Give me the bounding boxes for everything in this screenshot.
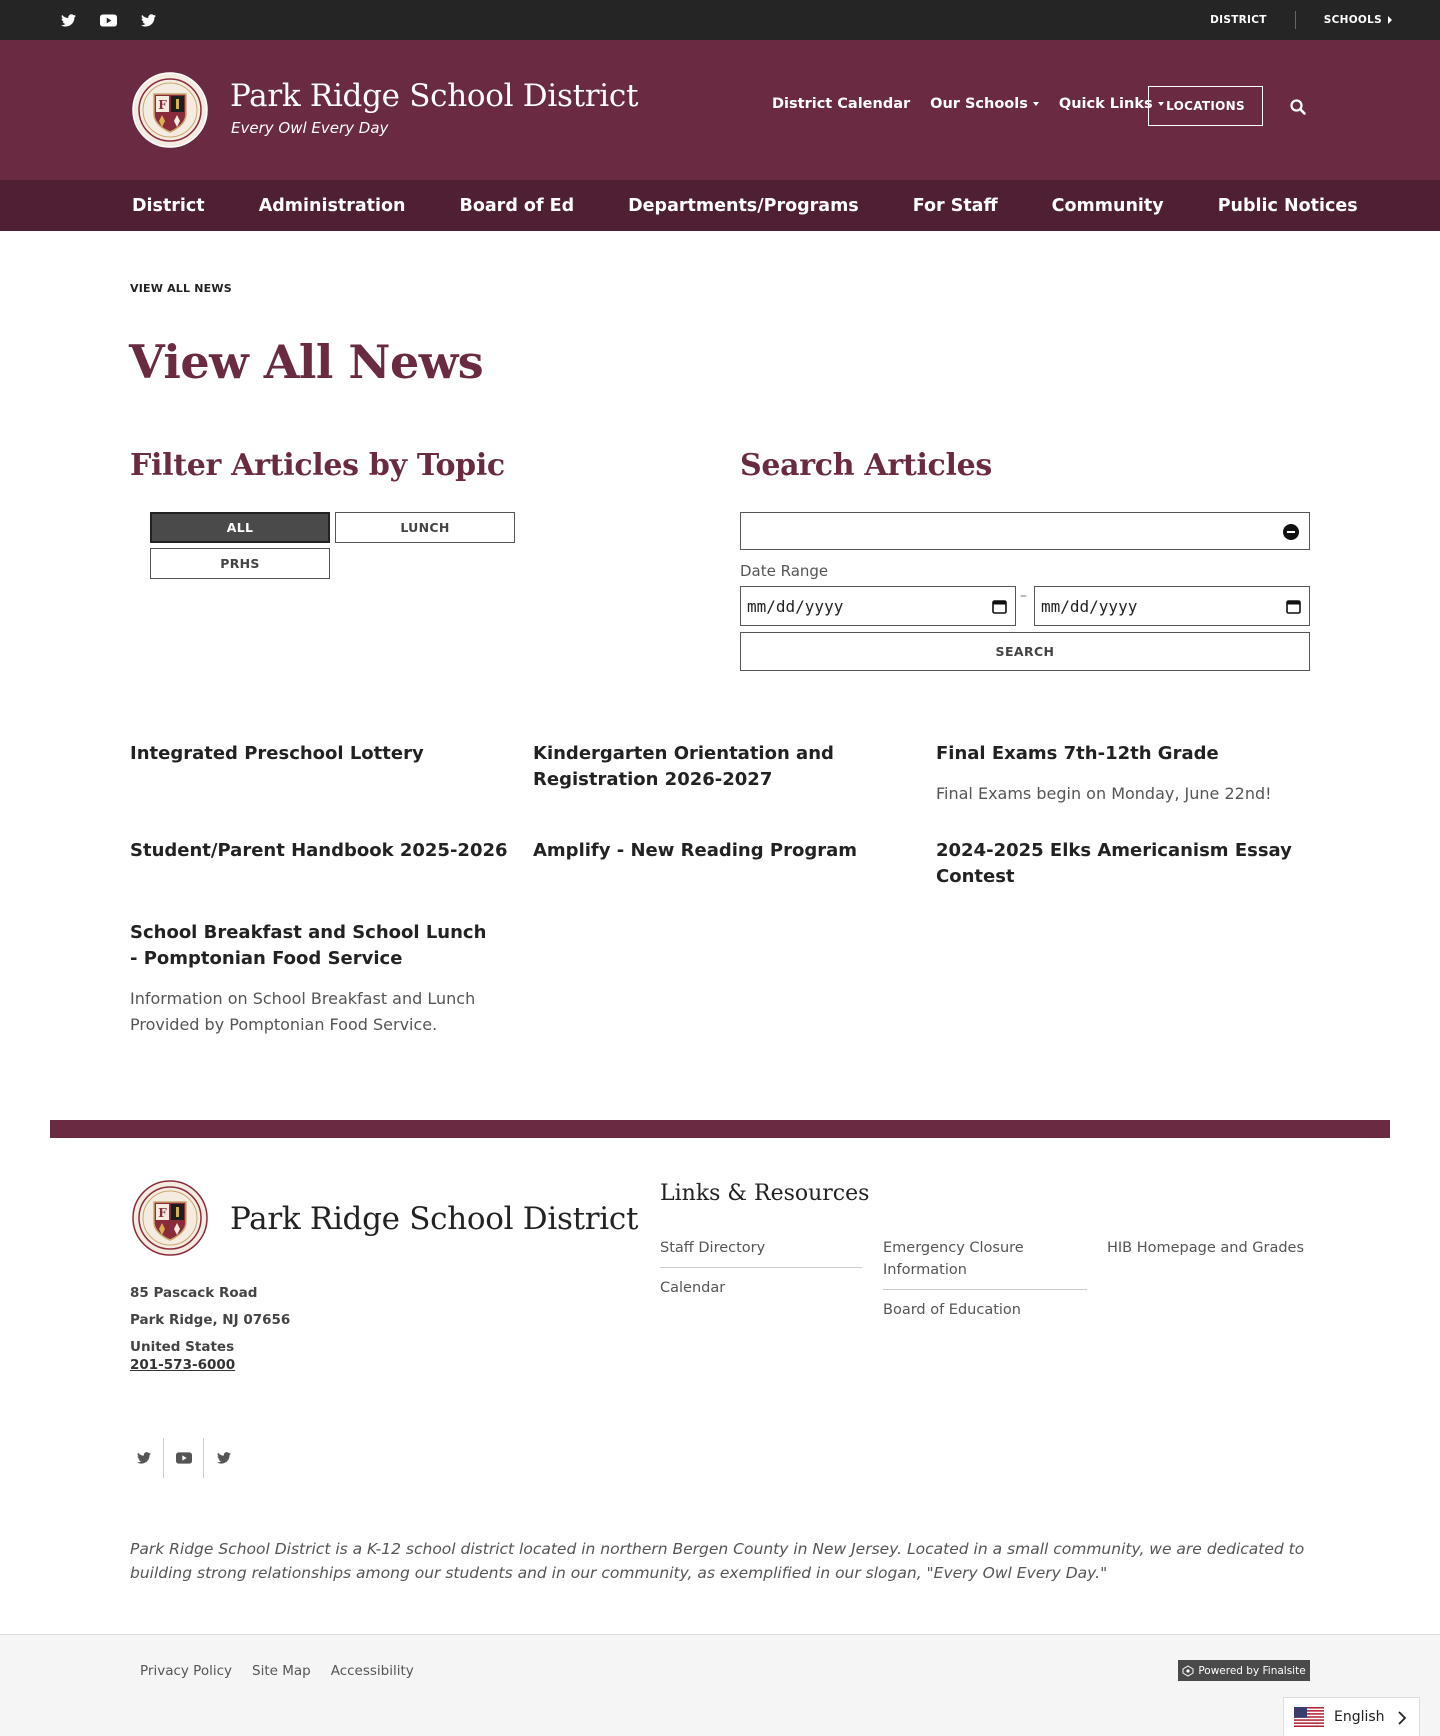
nav-board-of-ed[interactable]: Board of Ed — [459, 195, 575, 216]
footer-link-board-of-education[interactable]: Board of Education — [883, 1302, 1021, 1318]
filter-heading: Filter Articles by Topic — [130, 448, 505, 483]
schools-link[interactable] — [1324, 14, 1392, 26]
language-selector[interactable] — [1283, 1697, 1420, 1736]
header-quick-nav — [772, 96, 1184, 112]
legal-links — [140, 1663, 414, 1679]
footer-divider-bar — [50, 1120, 1390, 1138]
article-title[interactable]: Student/Parent Handbook 2025-2026 — [130, 840, 508, 861]
accessibility-link[interactable]: Accessibility — [330, 1663, 414, 1679]
address-country: United States — [130, 1339, 235, 1355]
search-button[interactable]: SEARCH — [740, 632, 1310, 671]
finalsite-logo-icon — [1182, 1665, 1194, 1677]
schools-label: SCHOOLS — [1323, 14, 1382, 26]
calendar-icon[interactable] — [992, 599, 1007, 614]
topic-filter-prhs[interactable]: PRHS — [150, 548, 330, 579]
date-range-separator: – — [1020, 588, 1027, 604]
address-street: 85 Pascack Road — [130, 1285, 258, 1301]
utility-bar — [0, 0, 1440, 40]
district-description: Park Ridge School District is a K-12 school district located in northern Bergen County in New Jersey. Located in a small community, we are dedicated to building strong relationships among our students and in our community, as exemplified in our slogan, "Every Owl Every Day." — [130, 1540, 1305, 1582]
twitter-icon[interactable] — [58, 10, 78, 30]
address-city: Park Ridge, NJ 07656 — [130, 1312, 291, 1328]
nav-community[interactable]: Community — [1051, 195, 1164, 216]
site-name[interactable]: Park Ridge School District — [230, 78, 639, 114]
article-title[interactable]: Amplify - New Reading Program — [533, 840, 857, 861]
news-article — [533, 741, 913, 793]
date-to-placeholder: mm/dd/yyyy — [1041, 596, 1138, 616]
footer-link-divider — [883, 1289, 1087, 1290]
news-article — [130, 920, 500, 1038]
site-header — [0, 40, 1440, 180]
article-title[interactable]: 2024-2025 Elks Americanism Essay Contest — [936, 840, 1292, 887]
footer-link-emergency-closure[interactable]: Emergency Closure Information — [883, 1240, 1024, 1278]
header-social-links — [58, 0, 158, 40]
our-schools-dropdown[interactable] — [930, 96, 1039, 112]
caret-down-icon — [1033, 102, 1039, 106]
footer-link-hib-homepage[interactable]: HIB Homepage and Grades — [1107, 1240, 1305, 1256]
nav-administration[interactable]: Administration — [258, 195, 406, 216]
footer-address — [130, 1280, 290, 1361]
nav-district[interactable]: District — [132, 195, 205, 216]
article-title[interactable]: Kindergarten Orientation and Registration 2026-2027 — [533, 743, 834, 790]
privacy-policy-link[interactable]: Privacy Policy — [140, 1663, 233, 1679]
district-link[interactable]: DISTRICT — [1210, 14, 1267, 26]
utility-divider — [1295, 11, 1296, 29]
news-article — [533, 838, 913, 864]
bottom-bar — [0, 1634, 1440, 1736]
article-description: Information on School Breakfast and Lunch Provided by Pomptonian Food Service. — [130, 989, 476, 1034]
district-calendar-link[interactable] — [772, 96, 910, 112]
main-navigation — [0, 180, 1440, 231]
site-tagline: Every Owl Every Day — [231, 119, 389, 137]
powered-by-badge[interactable] — [1178, 1660, 1310, 1681]
quick-links-label: Quick Links — [1058, 96, 1153, 112]
twitter-icon[interactable] — [204, 1438, 244, 1478]
date-range-label: Date Range — [740, 562, 829, 580]
article-title[interactable]: Final Exams 7th-12th Grade — [936, 743, 1219, 764]
topic-filter-lunch[interactable]: LUNCH — [335, 512, 515, 543]
news-article — [936, 838, 1316, 890]
footer-link-divider — [660, 1267, 862, 1268]
our-schools-label: Our Schools — [930, 96, 1028, 112]
links-resources-heading: Links & Resources — [660, 1181, 870, 1206]
article-search-input[interactable] — [740, 512, 1310, 550]
language-label: English — [1334, 1709, 1385, 1725]
twitter-icon[interactable] — [124, 1438, 164, 1478]
article-title[interactable]: School Breakfast and School Lunch - Pomptonian Food Service — [130, 922, 487, 969]
chevron-right-icon — [1397, 1711, 1407, 1725]
clear-search-icon[interactable] — [1283, 524, 1299, 540]
nav-for-staff[interactable]: For Staff — [912, 195, 998, 216]
footer-site-name: Park Ridge School District — [230, 1201, 639, 1237]
news-article — [130, 741, 510, 767]
site-map-link[interactable]: Site Map — [252, 1663, 311, 1679]
youtube-icon[interactable] — [98, 10, 118, 30]
us-flag-icon — [1294, 1707, 1324, 1727]
page-title: View All News — [129, 335, 484, 389]
topic-filter-all[interactable]: ALL — [150, 512, 330, 543]
breadcrumb[interactable]: VIEW ALL NEWS — [130, 282, 232, 295]
powered-by-label: Powered by Finalsite — [1198, 1664, 1306, 1677]
footer-social-links — [124, 1438, 244, 1478]
footer-link-staff-directory[interactable]: Staff Directory — [660, 1240, 766, 1256]
date-from-placeholder: mm/dd/yyyy — [747, 596, 844, 616]
main-nav-list — [132, 180, 1358, 231]
calendar-icon[interactable] — [1286, 599, 1301, 614]
article-title[interactable]: Integrated Preschool Lottery — [130, 743, 424, 764]
news-article — [130, 838, 510, 864]
district-crest-logo[interactable] — [132, 1180, 208, 1256]
svg-text:F: F — [158, 98, 167, 112]
footer-link-calendar[interactable]: Calendar — [660, 1280, 726, 1296]
article-description: Final Exams begin on Monday, June 22nd! — [936, 784, 1272, 803]
footer-phone-link[interactable]: 201-573-6000 — [130, 1357, 236, 1373]
utility-links — [1210, 0, 1392, 40]
twitter-icon[interactable] — [138, 10, 158, 30]
district-crest-logo[interactable] — [132, 72, 208, 148]
date-from-field[interactable] — [740, 586, 1016, 626]
search-heading: Search Articles — [740, 448, 992, 483]
district-calendar-label: District Calendar — [772, 96, 911, 112]
youtube-icon[interactable] — [164, 1438, 204, 1478]
nav-public-notices[interactable]: Public Notices — [1217, 195, 1358, 216]
svg-text:F: F — [158, 1206, 167, 1220]
news-article — [936, 741, 1316, 807]
locations-button[interactable]: LOCATIONS — [1148, 86, 1263, 126]
date-to-field[interactable] — [1034, 586, 1310, 626]
caret-right-icon — [1388, 16, 1392, 24]
nav-departments-programs[interactable]: Departments/Programs — [628, 195, 859, 216]
search-icon[interactable] — [1290, 96, 1312, 118]
